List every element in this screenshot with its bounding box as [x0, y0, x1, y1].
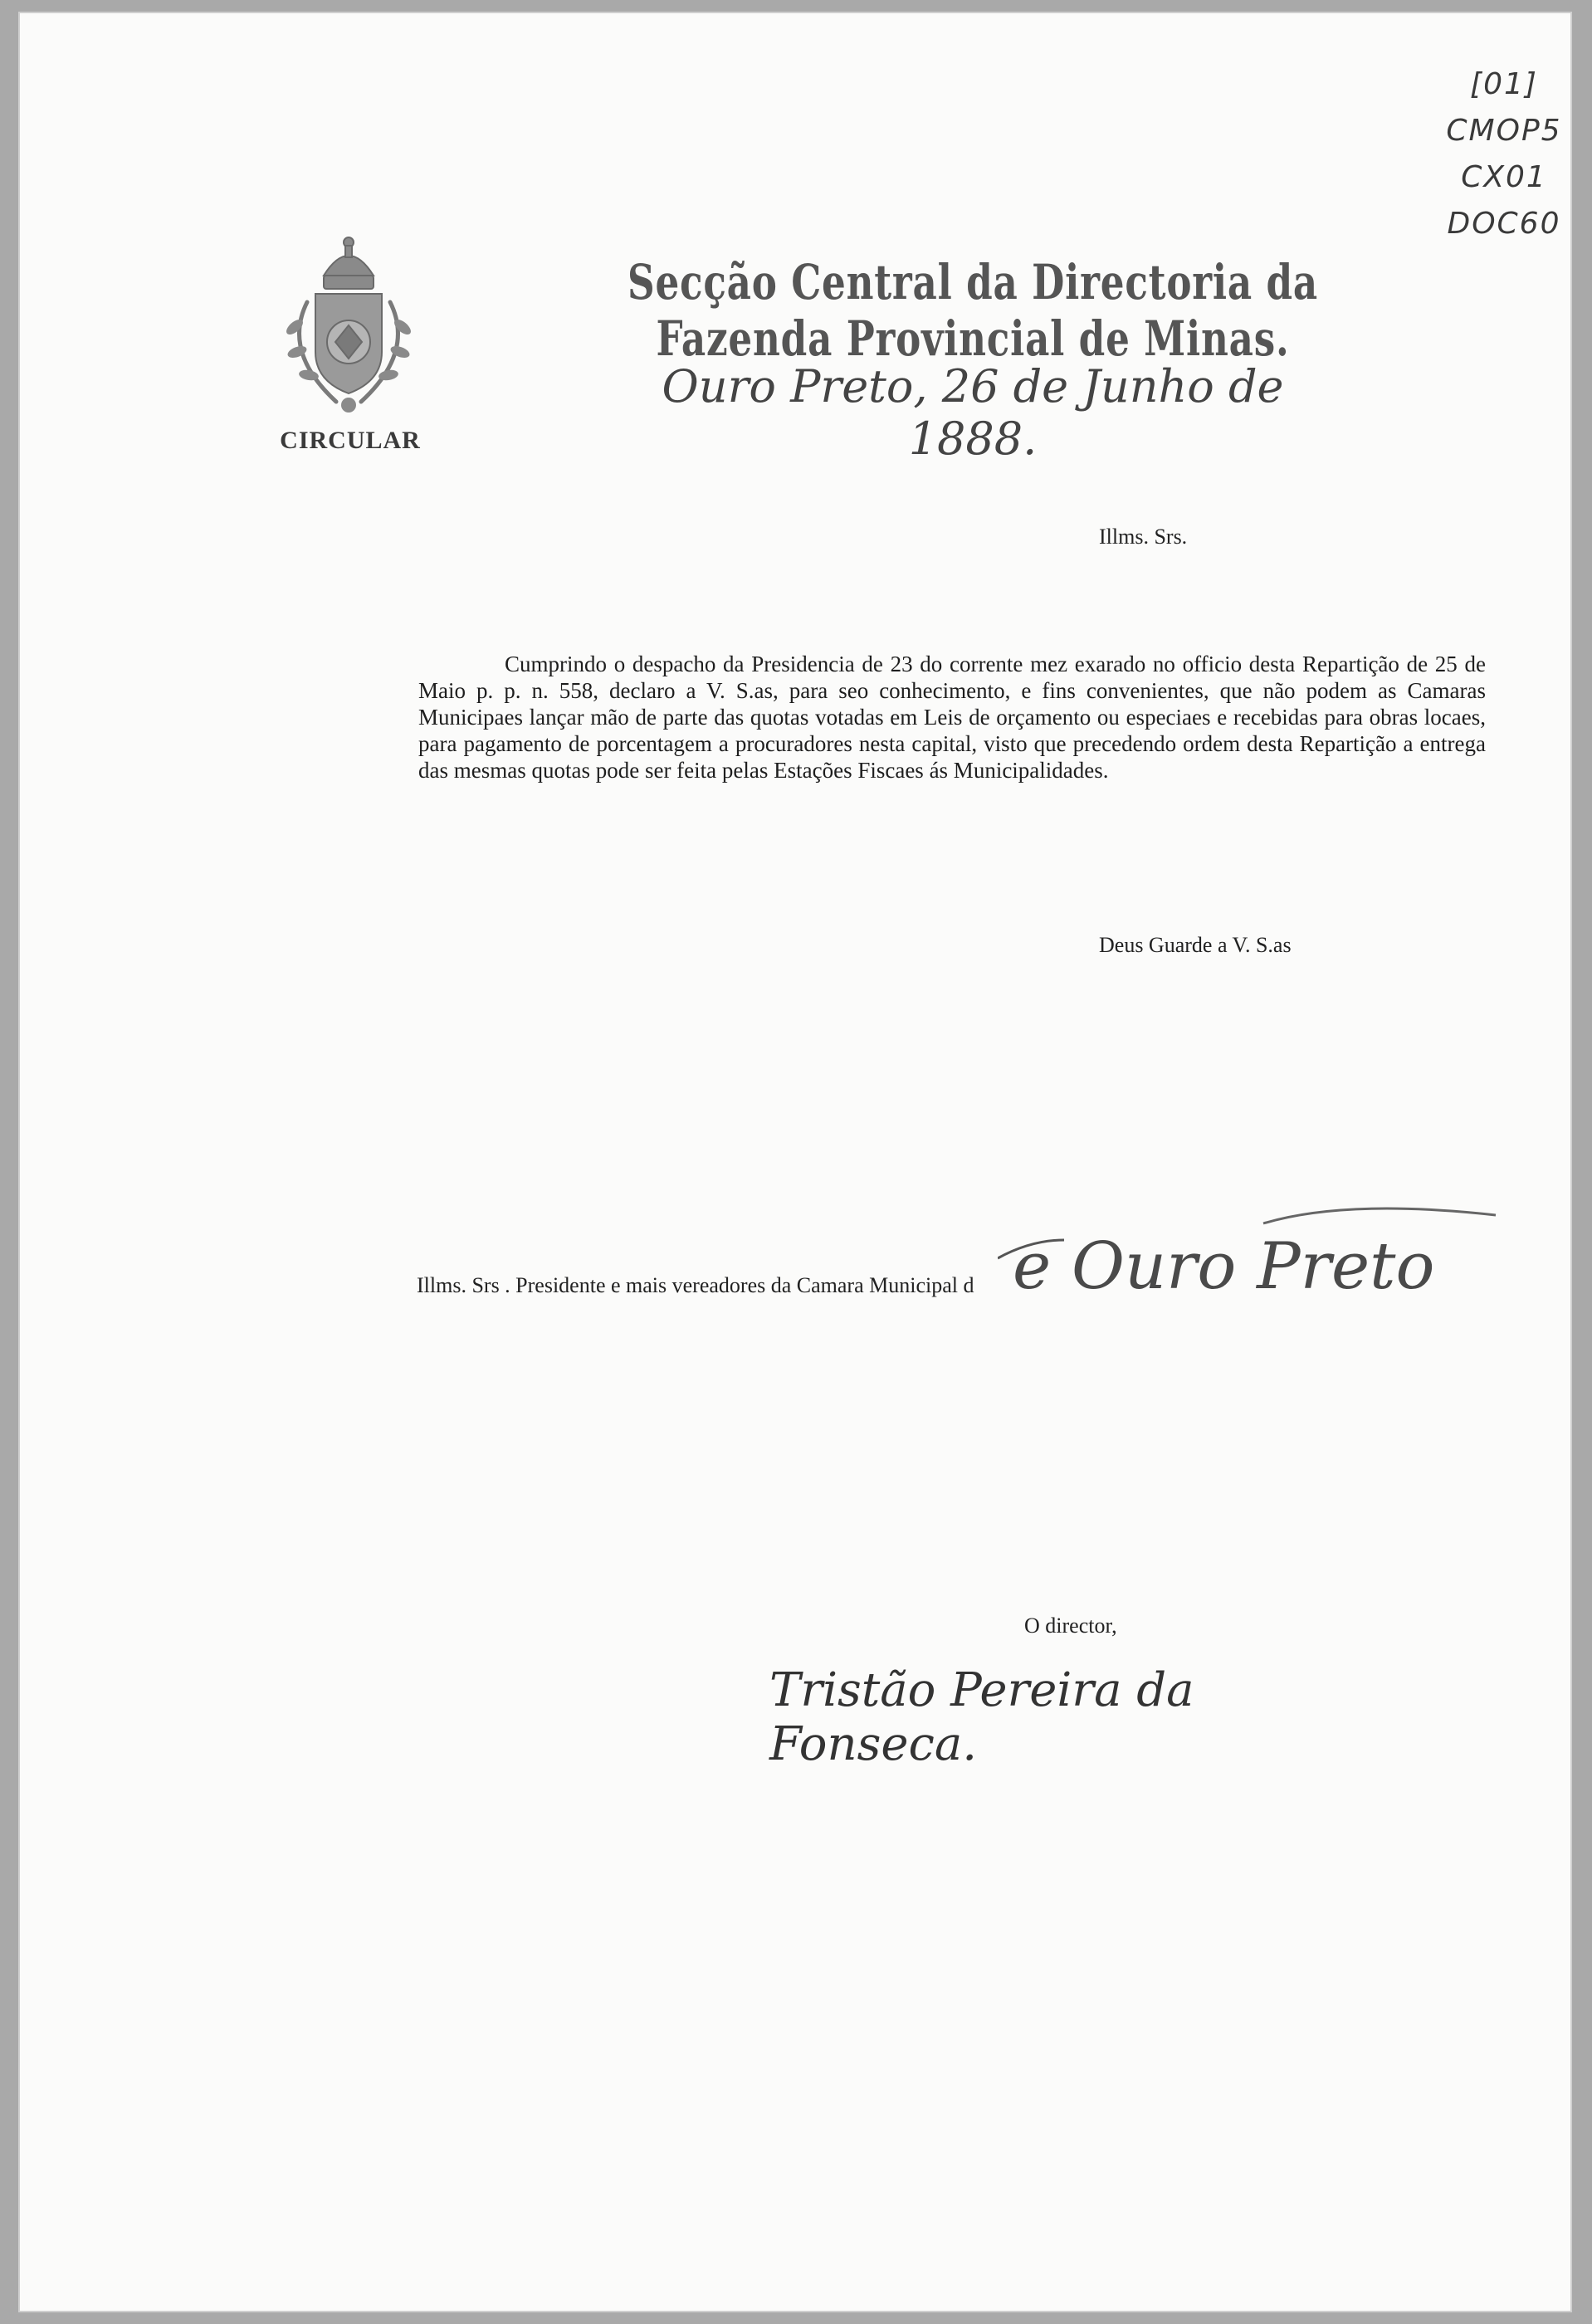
letter-body: Cumprindo o despacho da Presidencia de 23 do corrente mez exarado no officio desta Repartição de 25 de Maio p. p. n. 558, declaro a V. S.as, para seo conhecimento, e fins convenientes, que não podem as Camaras Municipaes lançar mão de parte das quotas votadas em Leis de orçamento ou especiaes e recebidas para obras locaes, para pagamento de porcentagem a procuradores nesta capital, visto que precedendo ordem desta Repartição a entrega das mesmas quotas pode ser feita pelas Estações Fiscaes ás Municipalidades.	[418, 652, 1486, 783]
archive-reference-note	[1421, 61, 1587, 247]
office-heading: Secção Central da Directoria da Fazenda Provincial de Minas.	[627, 254, 1319, 367]
circular-label: CIRCULAR	[280, 427, 421, 454]
archive-note-line: CX01	[1461, 160, 1547, 194]
handwritten-addressee-text: e Ouro Preto	[1013, 1229, 1435, 1304]
archive-note-line: [01]	[1470, 67, 1538, 101]
addressee-printed-text: Illms. Srs . Presidente e mais vereadores da Camara Municipal d	[417, 1273, 974, 1297]
archive-note-line: DOC60	[1447, 207, 1561, 241]
closing-formula: Deus Guarde a V. S.as	[1099, 933, 1292, 957]
document-page	[18, 12, 1572, 2312]
director-title: O director,	[1024, 1614, 1117, 1638]
handwritten-addressee	[998, 1190, 1512, 1331]
coat-of-arms-icon	[257, 236, 440, 418]
place-and-date: Ouro Preto, 26 de Junho de 1888.	[662, 360, 1284, 465]
salutation: Illms. Srs.	[1099, 525, 1188, 549]
addressee-line	[417, 1273, 974, 1298]
archive-note-line: CMOP5	[1446, 114, 1562, 148]
director-signature: Tristão Pereira da Fonseca.	[769, 1663, 1194, 1771]
